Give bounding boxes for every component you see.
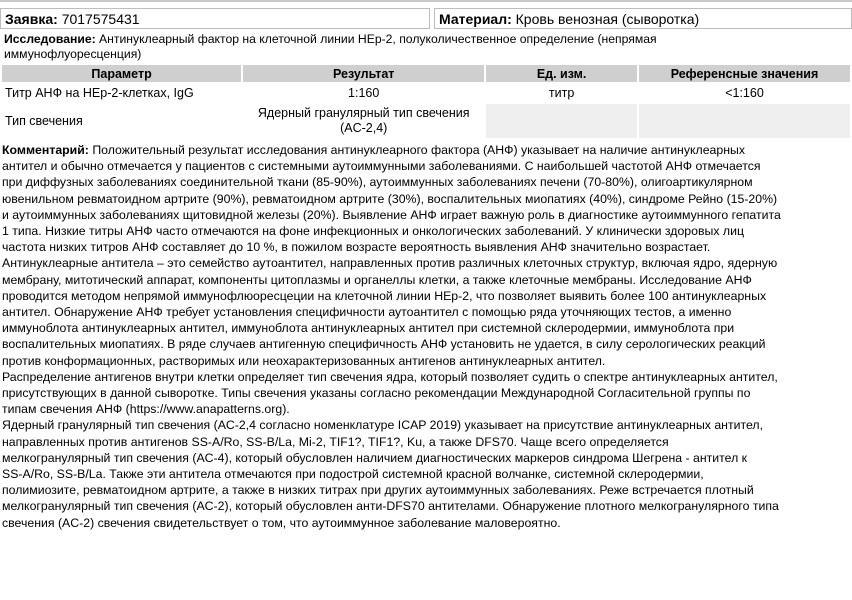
material-label: Материал: — [439, 11, 512, 27]
results-table — [0, 65, 852, 138]
comment-line: при диффузных заболеваниях соединительной ткани (85-90%), аутоиммунных заболеваниях печени (70-80%), олигоартикулярном — [2, 175, 753, 190]
comment-line: присутствующих в данной сыворотке. Типы свечения указаны согласно рекомендации Международной Согласительной группы по — [2, 386, 751, 401]
header-result: Результат — [243, 65, 484, 82]
comment-line: Антинуклеарные антитела – это семейство аутоантител, направленных против различных клеточных структур, включая ядро, ядерную — [2, 256, 778, 271]
comment-line: Ядерный гранулярный тип свечения (AC-2,4 согласно номенклатуре ICAP 2019) указывает на присутствие антинуклеарных антител, — [2, 418, 763, 433]
comment-line: мелкогранулярный тип свечения (AC-2), который обусловлен анти-DFS70 антителами. Обнаружение плотного мелкогранулярного типа — [2, 499, 779, 514]
comment-line: мембрану, митотический аппарат, компоненты цитоплазмы и органеллы клетки, а также клеточные мембраны. Исследование АНФ — [2, 272, 752, 287]
study-description — [0, 32, 852, 62]
material-value: Кровь венозная (сыворотка) — [515, 11, 700, 27]
header-row — [0, 8, 852, 30]
header-unit: Ед. изм. — [486, 65, 637, 82]
comment-line: и аутоиммунных заболеваниях щитовидной железы (20%). Выявление АНФ играет важную роль в диагностике аутоиммунного гепатита — [2, 207, 781, 222]
comment-line: направленных против антигенов SS-A/Ro, SS-B/La, Mi-2, TIF1?, TIF1?, Ku, а также DFS70. Чаще всего определяется — [2, 434, 669, 449]
comment-line: Распределение антигенов внутри клетки определяет тип свечения ядра, который позволяет судить о спектре антинуклеарных антител, — [2, 369, 778, 384]
unit-cell: титр — [486, 82, 637, 104]
result-line1: Ядерный гранулярный тип свечения — [257, 106, 470, 120]
comment-line: против конформационных, растворимых или неохарактеризованных антигенов антинуклеарных антител. — [2, 353, 606, 368]
comment-line: полимиозите, ревматоидном артрите, а также в низких титрах при других аутоиммунных заболеваниях. Реже встречается плотный — [2, 483, 754, 498]
table-header-row — [2, 65, 850, 82]
comment-line: частота низких титров АНФ составляет до 10 %, в пожилом возрасте вероятность выявления АНФ значительно возрастает. — [2, 240, 711, 255]
comment-line: свечения (AC-2) свечения свидетельствует о том, что аутоиммунное заболевание маловероятно. — [2, 515, 561, 530]
order-field — [0, 8, 430, 29]
result-cell: 1:160 — [243, 82, 484, 104]
order-label: Заявка: — [5, 11, 58, 27]
header-reference: Референсные значения — [639, 65, 850, 82]
top-divider — [0, 0, 852, 2]
comment-line: 1 типа. Низкие титры АНФ часто отмечаются на фоне инфекционных и онкологических заболеваний. У клинически здоровых лиц — [2, 224, 744, 239]
reference-cell — [639, 104, 850, 138]
table-row — [2, 104, 850, 138]
table-row — [2, 82, 850, 104]
header-parameter: Параметр — [2, 65, 241, 82]
study-label: Исследование: — [4, 32, 96, 46]
comment-line: антител. Обнаружение АНФ требует установления специфичности аутоантител с помощью ряда уточняющих тестов, а именно — [2, 305, 732, 320]
comment-line: иммуноблота антинуклеарных антител, иммуноблота антинуклеарных антител при системной склеродермии, иммуноблота при — [2, 321, 735, 336]
result-line2: (AC-2,4) — [340, 121, 388, 135]
comment-line: SS-A/Ro, SS-B/La. Также эти антитела отмечаются при подострой системной красной волчанке, системной склеродермии, — [2, 467, 704, 482]
reference-cell: <1:160 — [639, 82, 850, 104]
comment-line: проводится методом непрямой иммунофлюоресцеции на клеточной линии HEp-2, что позволяет выявить более 100 антинуклеарных — [2, 288, 767, 303]
comment-line: мелкогранулярный тип свечения (AC-4), который обусловлен наличием диагностических маркеров синдрома Шегрена - антител к — [2, 450, 748, 465]
order-number: 7017575431 — [61, 11, 140, 27]
comment-line: Положительный результат исследования антинуклеарного фактора (АНФ) указывает на наличие антинуклеарных — [88, 143, 745, 157]
comment-line: ювенильном ревматоидном артрите (90%), ревматоидном артрите (30%), воспалительных миопатиях (40%), синдроме Рейно (15-20%) — [2, 191, 778, 206]
comment-line: антител и обычно отмечается у пациентов с системными аутоиммунными заболеваниями. С наибольшей частотой АНФ отмечается — [2, 159, 761, 174]
param-cell: Тип свечения — [2, 104, 241, 138]
unit-cell — [486, 104, 637, 138]
comment-line: типам свечения АНФ (https://www.anapatterns.org). — [2, 402, 290, 417]
study-text-line2: иммунофлуоресценция) — [4, 47, 142, 61]
comment-label: Комментарий: — [2, 143, 89, 157]
result-cell — [243, 104, 484, 138]
comment-section — [0, 142, 852, 531]
study-text-line1: Антинуклеарный фактор на клеточной линии HEp-2, полуколичественное определение (непрямая — [99, 32, 657, 46]
param-cell: Титр АНФ на HEp-2-клетках, IgG — [2, 82, 241, 104]
material-field — [434, 8, 852, 29]
comment-line: воспалительных миопатиях. В ряде случаев антигенную специфичность АНФ установить не удается, в силу серологических реакций — [2, 337, 766, 352]
